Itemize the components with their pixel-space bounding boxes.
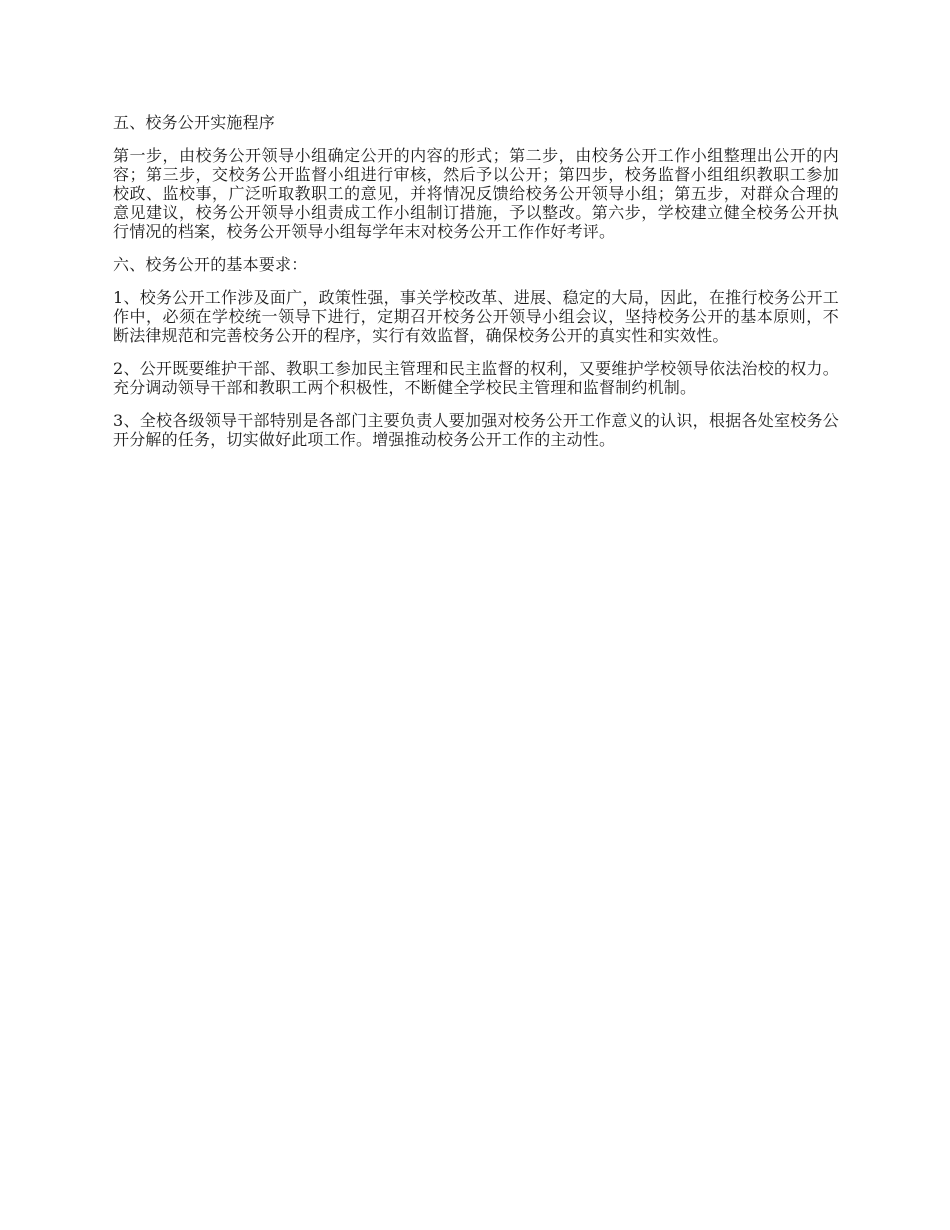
section6-heading: 六、校务公开的基本要求： bbox=[113, 255, 308, 274]
section5-paragraph: 第一步，由校务公开领导小组确定公开的内容的形式；第二步，由校务公开工作小组整理出公开的内容；第三步，交校务公开监督小组进行审核，然后予以公开；第四步，校务监督小组组织教职工参加校政、监校事，广泛听取教职工的意见，并将情况反馈给校务公开领导小组；第五步，对群众合理的意见建议，校务公开领导小组责成工作小组制订措施，予以整改。第六步，学校建立健全校务公开执行情况的档案，校务公开领导小组每学年末对校务公开工作作好考评。 bbox=[113, 146, 839, 241]
requirement-2-paragraph: 2、公开既要维护干部、教职工参加民主管理和民主监督的权利，又要维护学校领导依法治校的权力。充分调动领导干部和教职工两个积极性，不断健全学校民主管理和监督制约机制。 bbox=[113, 359, 839, 397]
requirement-1-paragraph: 1、校务公开工作涉及面广，政策性强，事关学校改革、进展、稳定的大局，因此，在推行校务公开工作中，必须在学校统一领导下进行，定期召开校务公开领导小组会议，坚持校务公开的基本原则，不断法律规范和完善校务公开的程序，实行有效监督，确保校务公开的真实性和实效性。 bbox=[113, 288, 839, 345]
document-page bbox=[113, 113, 839, 463]
requirement-3-paragraph: 3、全校各级领导干部特别是各部门主要负责人要加强对校务公开工作意义的认识，根据各处室校务公开分解的任务，切实做好此项工作。增强推动校务公开工作的主动性。 bbox=[113, 411, 839, 449]
section5-heading: 五、校务公开实施程序 bbox=[113, 113, 276, 132]
